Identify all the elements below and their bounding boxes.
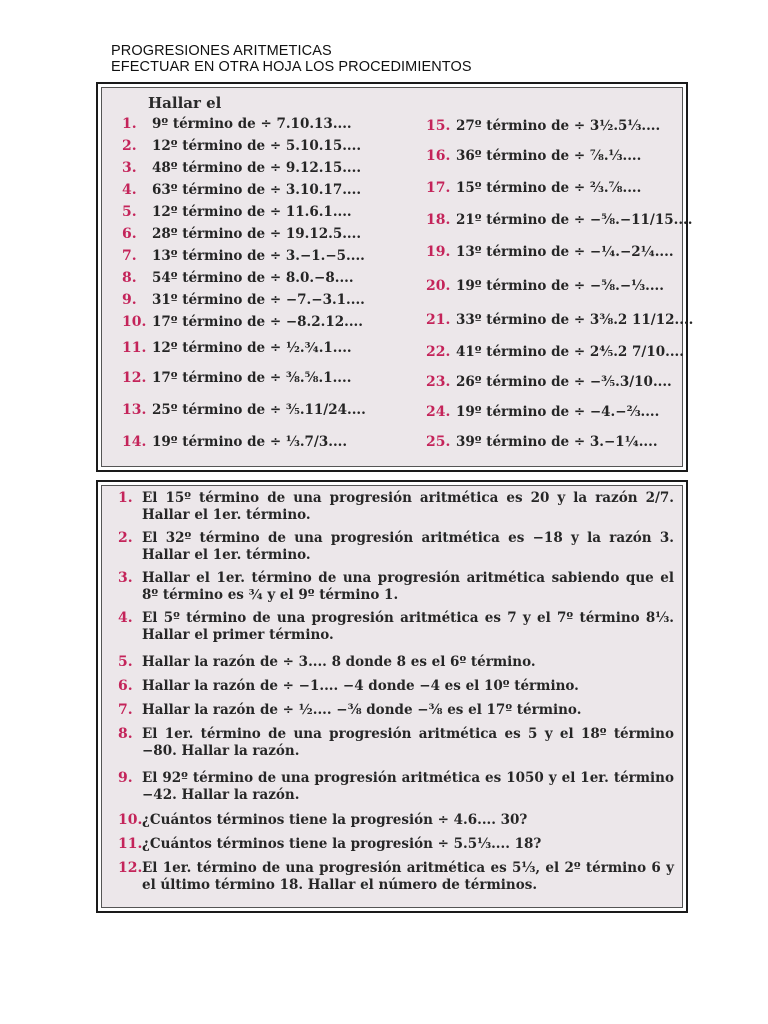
exercise-text: 39º término de ÷ 3.−1¼.... xyxy=(456,434,658,450)
problem-text: ¿Cuántos términos tiene la progresión ÷ 5.5⅓.... 18? xyxy=(142,836,542,852)
exercise-text: 15º término de ÷ ⅔.⅞.... xyxy=(456,180,642,196)
problem-text: Hallar la razón de ÷ 3.... 8 donde 8 es el 6º término. xyxy=(142,654,536,670)
exercise-text: 33º término de ÷ 3⅜.2 11/12.... xyxy=(456,312,694,328)
exercise-number: 3. xyxy=(122,160,137,176)
exercise-text: 19º término de ÷ ⅓.7/3.... xyxy=(152,434,348,450)
exercise-number: 10. xyxy=(122,314,147,330)
exercise-text: 31º término de ÷ −7.−3.1.... xyxy=(152,292,365,308)
page-header xyxy=(111,43,472,75)
exercise-number: 25. xyxy=(426,434,451,450)
exercise-number: 8. xyxy=(122,270,137,286)
exercise-image-2 xyxy=(96,480,688,913)
problem-number: 7. xyxy=(118,702,133,718)
exercise-number: 18. xyxy=(426,212,451,228)
exercise-number: 16. xyxy=(426,148,451,164)
problem-number: 11. xyxy=(118,836,143,852)
problem-text: ¿Cuántos términos tiene la progresión ÷ 4.6.... 30? xyxy=(142,812,528,828)
exercise-text: 48º término de ÷ 9.12.15.... xyxy=(152,160,362,176)
exercise-number: 12. xyxy=(122,370,147,386)
exercise-text: 12º término de ÷ 11.6.1.... xyxy=(152,204,352,220)
problem-text: El 1er. término de una progresión aritmética es 5 y el 18º término −80. Hallar la razón. xyxy=(142,726,674,759)
exercise-text: 19º término de ÷ −4.−⅔.... xyxy=(456,404,660,420)
exercise-text: 13º término de ÷ −¼.−2¼.... xyxy=(456,244,674,260)
problem-text: El 32º término de una progresión aritmética es −18 y la razón 3. Hallar el 1er. término. xyxy=(142,530,674,563)
exercise-text: 28º término de ÷ 19.12.5.... xyxy=(152,226,362,242)
exercise-number: 5. xyxy=(122,204,137,220)
problem-number: 6. xyxy=(118,678,133,694)
exercise-number: 21. xyxy=(426,312,451,328)
problem-number: 3. xyxy=(118,570,133,586)
exercise-text: 54º término de ÷ 8.0.−8.... xyxy=(152,270,354,286)
exercise-number: 11. xyxy=(122,340,147,356)
exercise-text: 17º término de ÷ ⅜.⅝.1.... xyxy=(152,370,352,386)
exercise-text: 25º término de ÷ ⅗.11/24.... xyxy=(152,402,366,418)
problem-text: El 1er. término de una progresión aritmética es 5⅓, el 2º término 6 y el último término 18. Hallar el número de términos. xyxy=(142,860,674,893)
problem-number: 4. xyxy=(118,610,133,626)
problem-number: 9. xyxy=(118,770,133,786)
header-title: PROGRESIONES ARITMETICAS xyxy=(111,43,332,59)
problem-text: El 5º término de una progresión aritmética es 7 y el 7º término 8⅓. Hallar el primer término. xyxy=(142,610,674,643)
problem-text: Hallar la razón de ÷ −1.... −4 donde −4 es el 10º término. xyxy=(142,678,579,694)
problem-text: Hallar la razón de ÷ ½.... −⅜ donde −⅜ es el 17º término. xyxy=(142,702,582,718)
exercise-text: 27º término de ÷ 3½.5⅓.... xyxy=(456,118,661,134)
exercise-number: 1. xyxy=(122,116,137,132)
problem-number: 1. xyxy=(118,490,133,506)
exercise-number: 15. xyxy=(426,118,451,134)
problem-number: 8. xyxy=(118,726,133,742)
exercise-text: 12º término de ÷ 5.10.15.... xyxy=(152,138,362,154)
exercise-text: 26º término de ÷ −⅗.3/10.... xyxy=(456,374,672,390)
exercise-number: 14. xyxy=(122,434,147,450)
exercise-number: 17. xyxy=(426,180,451,196)
problem-number: 2. xyxy=(118,530,133,546)
exercise-number: 20. xyxy=(426,278,451,294)
exercise-number: 13. xyxy=(122,402,147,418)
exercise-number: 22. xyxy=(426,344,451,360)
exercise-number: 9. xyxy=(122,292,137,308)
exercise-number: 24. xyxy=(426,404,451,420)
exercise-image-1 xyxy=(96,82,694,472)
header-instruction: EFECTUAR EN OTRA HOJA LOS PROCEDIMIENTOS xyxy=(111,59,472,75)
exercise-text: 13º término de ÷ 3.−1.−5.... xyxy=(152,248,365,264)
exercise-text: 12º término de ÷ ½.¾.1.... xyxy=(152,340,352,356)
scanned-page-1 xyxy=(101,87,694,467)
problem-number: 10. xyxy=(118,812,143,828)
exercise-number: 23. xyxy=(426,374,451,390)
problem-text: El 92º término de una progresión aritmética es 1050 y el 1er. término −42. Hallar la razón. xyxy=(142,770,674,803)
exercise-number: 6. xyxy=(122,226,137,242)
exercise-number: 4. xyxy=(122,182,137,198)
exercise-text: 21º término de ÷ −⅝.−11/15.... xyxy=(456,212,693,228)
problem-number: 5. xyxy=(118,654,133,670)
problem-text: Hallar el 1er. término de una progresión aritmética sabiendo que el 8º término es ¾ y el 9º término 1. xyxy=(142,570,674,603)
exercise-number: 19. xyxy=(426,244,451,260)
exercise-text: 9º término de ÷ 7.10.13.... xyxy=(152,116,352,132)
section1-title: Hallar el xyxy=(148,94,222,112)
exercise-text: 36º término de ÷ ⅞.⅓.... xyxy=(456,148,642,164)
exercise-text: 19º término de ÷ −⅝.−⅓.... xyxy=(456,278,664,294)
problem-number: 12. xyxy=(118,860,143,876)
exercise-number: 7. xyxy=(122,248,137,264)
exercise-text: 17º término de ÷ −8.2.12.... xyxy=(152,314,363,330)
exercise-number: 2. xyxy=(122,138,137,154)
scanned-page-2 xyxy=(101,485,683,908)
exercise-text: 41º término de ÷ 2⅘.2 7/10.... xyxy=(456,344,684,360)
exercise-text: 63º término de ÷ 3.10.17.... xyxy=(152,182,362,198)
problem-text: El 15º término de una progresión aritmética es 20 y la razón 2/7. Hallar el 1er. término. xyxy=(142,490,674,523)
